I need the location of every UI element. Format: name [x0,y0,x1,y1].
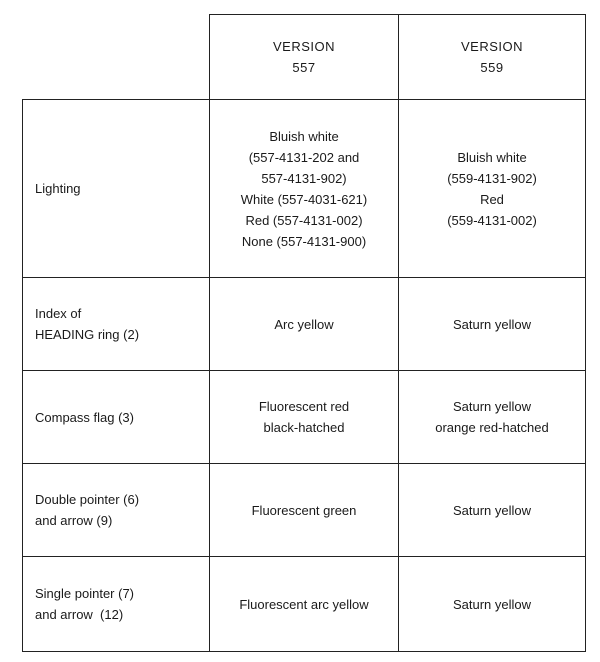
single-pointer-557-cell [210,557,399,652]
value-line: Saturn yellow [452,596,532,612]
label-line: and arrow (12) [35,607,124,622]
value-line: orange red-hatched [435,420,549,435]
header-version-559 [399,14,586,100]
label-line: Double pointer (6) [35,492,140,507]
label-line: HEADING ring (2) [35,327,140,342]
header-557-line-1: VERSION [272,39,335,54]
header-559-line-1: VERSION [460,39,523,54]
value-line: None (557-4131-900) [241,233,367,249]
single-pointer-559-cell [399,557,586,652]
heading-ring-557-cell [210,278,399,371]
lighting-559-cell [399,100,586,278]
compass-flag-559-cell [399,371,586,464]
value-line: Fluorescent red [258,399,350,414]
double-pointer-559-cell [399,464,586,557]
header-version-557 [210,14,399,100]
value-line: 557-4131-902) [261,170,347,186]
value-line: (557-4131-202 and [248,149,360,165]
heading-ring-559-cell [399,278,586,371]
value-line: Red (557-4131-002) [245,212,363,228]
header-557-line-2: 557 [292,60,316,75]
value-line: Bluish white [457,149,527,165]
row-label-compass-flag [22,371,210,464]
header-559-line-2: 559 [480,60,504,75]
value-line: White (557-4031-621) [240,191,368,207]
value-line: black-hatched [263,420,345,435]
value-line: Saturn yellow [452,502,532,518]
value-line: Fluorescent green [251,502,357,518]
label-line: and arrow (9) [35,513,113,528]
value-line: Red [480,191,504,207]
value-line: Bluish white [269,128,339,144]
version-comparison-table [22,14,586,652]
value-line: (559-4131-902) [447,170,537,186]
lighting-557-cell [210,100,399,278]
corner-cell [22,14,210,100]
value-line: (559-4131-002) [447,212,537,228]
row-label-heading-ring [22,278,210,371]
value-line: Arc yellow [274,316,334,332]
row-label-single-pointer [22,557,210,652]
label-line: Lighting [35,181,81,196]
label-line: Compass flag (3) [35,409,134,425]
value-line: Fluorescent arc yellow [239,596,369,612]
value-line: Saturn yellow [452,316,532,332]
row-label-double-pointer [22,464,210,557]
row-label-lighting [22,100,210,278]
double-pointer-557-cell [210,464,399,557]
label-line: Single pointer (7) [35,586,134,601]
label-line: Index of [35,306,82,321]
value-line: Saturn yellow [452,399,532,414]
compass-flag-557-cell [210,371,399,464]
